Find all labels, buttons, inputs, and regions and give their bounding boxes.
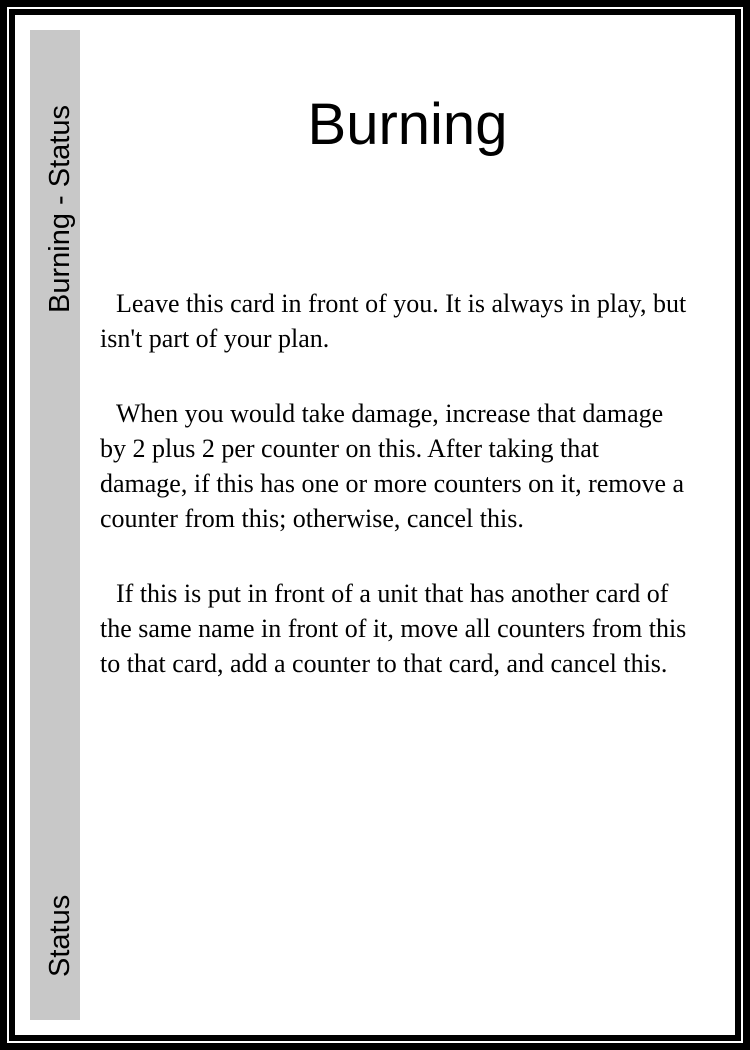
card-title: Burning xyxy=(307,92,508,157)
side-label-top: Burning - Status xyxy=(44,105,76,313)
card-face xyxy=(15,15,735,1035)
rules-paragraph: Leave this card in front of you. It is always in play, but isn't part of your plan. xyxy=(100,289,687,353)
side-label-bottom: Status xyxy=(44,894,76,977)
rules-paragraph: If this is put in front of a unit that has another card of the same name in front of it, move all counters from this to that card, add a counter to that card, and cancel this. xyxy=(100,579,687,678)
rules-text xyxy=(100,286,690,721)
rules-paragraph: When you would take damage, increase that damage by 2 plus 2 per counter on this. After taking that damage, if this has one or more counters on it, remove a counter from this; otherwise, cancel this. xyxy=(100,399,685,533)
